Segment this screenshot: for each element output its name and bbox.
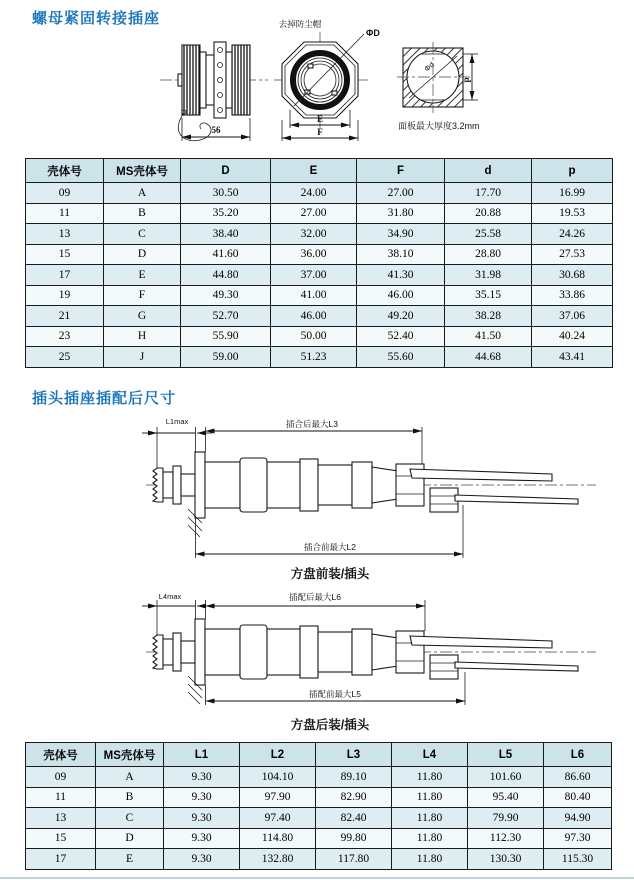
table-row: [26, 326, 613, 347]
table-cell: 95.40: [468, 787, 544, 808]
table-row: [26, 849, 612, 870]
table-row: [26, 787, 612, 808]
table-cell: 11.80: [392, 849, 468, 870]
table-cell: 36.00: [271, 244, 357, 265]
table-cell: 97.40: [240, 808, 316, 829]
column-header: p: [532, 159, 613, 183]
table-cell: 11: [26, 203, 104, 224]
table-cell: B: [96, 787, 164, 808]
table-cell: 21: [26, 306, 104, 327]
table-row: [26, 767, 612, 788]
table-cell: 15: [26, 828, 96, 849]
table-cell: 15: [26, 244, 104, 265]
table-cell: 25: [26, 347, 104, 368]
table-cell: 38.40: [181, 224, 271, 245]
phi-d-upper-label: ΦD: [366, 28, 380, 38]
column-header: MS壳体号: [96, 743, 164, 767]
table-cell: 19.53: [532, 203, 613, 224]
column-header: L4: [392, 743, 468, 767]
table-cell: F: [104, 285, 181, 306]
table-cell: 132.80: [240, 849, 316, 870]
panel-thickness-note: 面板最大厚度3.2mm: [398, 121, 480, 131]
table-cell: 51.23: [271, 347, 357, 368]
dim-label-l1max: L1max: [165, 417, 189, 426]
dim-label-l2: 插合前最大L2: [304, 542, 356, 552]
table-cell: J: [104, 347, 181, 368]
table-cell: 34.90: [357, 224, 445, 245]
table-cell: 41.60: [181, 244, 271, 265]
table-cell: G: [104, 306, 181, 327]
table-cell: 79.90: [468, 808, 544, 829]
table-cell: 44.68: [445, 347, 532, 368]
table-cell: 32.00: [271, 224, 357, 245]
section2-title: 插头插座插配后尺寸: [32, 390, 177, 407]
table-cell: 114.80: [240, 828, 316, 849]
table-cell: 37.06: [532, 306, 613, 327]
dim-label-l3: 插合后最大L3: [286, 419, 338, 429]
table-cell: 130.30: [468, 849, 544, 870]
table-cell: 41.50: [445, 326, 532, 347]
dim-label-l4max: L4max: [158, 592, 182, 601]
column-header: F: [357, 159, 445, 183]
table-cell: 27.00: [357, 183, 445, 204]
column-header: L1: [164, 743, 240, 767]
table-row: [26, 306, 613, 327]
table-cell: 09: [26, 767, 96, 788]
table-cell: 49.30: [181, 285, 271, 306]
table-cell: 55.90: [181, 326, 271, 347]
table-cell: A: [104, 183, 181, 204]
table-cell: 52.40: [357, 326, 445, 347]
shell-dimensions-table: [25, 158, 613, 368]
table-cell: 24.00: [271, 183, 357, 204]
table-cell: A: [96, 767, 164, 788]
column-header: 壳体号: [26, 159, 104, 183]
table-row: [26, 808, 612, 829]
dust-cap-note: 去掉防尘帽: [278, 19, 322, 29]
column-header: D: [181, 159, 271, 183]
table-cell: 31.80: [357, 203, 445, 224]
table-cell: 52.70: [181, 306, 271, 327]
table-cell: 89.10: [316, 767, 392, 788]
table-cell: 11.80: [392, 787, 468, 808]
table-cell: 9.30: [164, 849, 240, 870]
table-cell: 11.80: [392, 808, 468, 829]
table-row: [26, 265, 613, 286]
table-row: [26, 203, 613, 224]
table-cell: 23: [26, 326, 104, 347]
table-cell: 17: [26, 265, 104, 286]
socket-views-figure: [0, 4, 634, 156]
table-cell: 35.15: [445, 285, 532, 306]
dim-label-f: F: [317, 127, 323, 137]
column-header: MS壳体号: [104, 159, 181, 183]
table-row: [26, 224, 613, 245]
table-cell: 16.99: [532, 183, 613, 204]
table-cell: D: [96, 828, 164, 849]
table-cell: 9.30: [164, 767, 240, 788]
table-row: [26, 244, 613, 265]
dim-label-p: p: [461, 77, 471, 83]
front-view-drawing: [274, 19, 380, 141]
dim-label-l5: 插配前最大L5: [309, 689, 361, 699]
table-cell: 99.80: [316, 828, 392, 849]
mated-rear-mount-drawing: [0, 586, 634, 736]
table-cell: C: [96, 808, 164, 829]
table-header-row: [26, 159, 613, 183]
table-cell: 13: [26, 808, 96, 829]
table-cell: D: [104, 244, 181, 265]
table-cell: 82.40: [316, 808, 392, 829]
table-header-row: [26, 743, 612, 767]
table-cell: 112.30: [468, 828, 544, 849]
table-cell: 28.80: [445, 244, 532, 265]
table-cell: 50.00: [271, 326, 357, 347]
table-cell: 38.28: [445, 306, 532, 327]
column-header: L5: [468, 743, 544, 767]
column-header: L3: [316, 743, 392, 767]
table-cell: 9.30: [164, 828, 240, 849]
table-cell: 24.26: [532, 224, 613, 245]
table-cell: 55.60: [357, 347, 445, 368]
table-cell: 43.41: [532, 347, 613, 368]
panel-cutout-drawing: [397, 42, 480, 131]
table-cell: 30.68: [532, 265, 613, 286]
table-cell: 41.30: [357, 265, 445, 286]
table-cell: 31.98: [445, 265, 532, 286]
table-cell: 86.60: [544, 767, 612, 788]
table-cell: 11: [26, 787, 96, 808]
table-cell: 9.30: [164, 808, 240, 829]
table-cell: 9.30: [164, 787, 240, 808]
page-bottom-edge: [0, 877, 634, 879]
mated-front-mount-drawing: [0, 415, 634, 587]
table-cell: 25.58: [445, 224, 532, 245]
table-cell: B: [104, 203, 181, 224]
table-cell: E: [96, 849, 164, 870]
table-cell: E: [104, 265, 181, 286]
table-row: [26, 828, 612, 849]
column-header: E: [271, 159, 357, 183]
table-cell: 11.80: [392, 767, 468, 788]
table-cell: 46.00: [357, 285, 445, 306]
table-cell: 49.20: [357, 306, 445, 327]
column-header: L2: [240, 743, 316, 767]
table-cell: 30.50: [181, 183, 271, 204]
table-row: [26, 183, 613, 204]
table-cell: 97.90: [240, 787, 316, 808]
dim-label-l6: 插配后最大L6: [289, 592, 341, 602]
column-header: d: [445, 159, 532, 183]
side-view-drawing: [160, 42, 268, 141]
table-cell: 17.70: [445, 183, 532, 204]
table-cell: 27.00: [271, 203, 357, 224]
mated-lengths-table: [25, 742, 612, 870]
table-cell: 101.60: [468, 767, 544, 788]
table-cell: 11.80: [392, 828, 468, 849]
table-row: [26, 285, 613, 306]
table-cell: 97.30: [544, 828, 612, 849]
column-header: L6: [544, 743, 612, 767]
rear-mount-caption: 方盘后装/插头: [290, 718, 370, 732]
table-cell: 13: [26, 224, 104, 245]
table-cell: 41.00: [271, 285, 357, 306]
table-cell: 20.88: [445, 203, 532, 224]
dim-label-e: E: [316, 114, 324, 124]
table-cell: 115.30: [544, 849, 612, 870]
table-cell: 44.80: [181, 265, 271, 286]
table-cell: C: [104, 224, 181, 245]
table-cell: 09: [26, 183, 104, 204]
section1-title: 螺母紧固转接插座: [32, 10, 161, 27]
table-cell: 104.10: [240, 767, 316, 788]
table-cell: 94.90: [544, 808, 612, 829]
dim-label-56: 56: [211, 125, 221, 135]
table-cell: 37.00: [271, 265, 357, 286]
table-cell: H: [104, 326, 181, 347]
table-cell: 40.24: [532, 326, 613, 347]
table-cell: 19: [26, 285, 104, 306]
table-cell: 117.80: [316, 849, 392, 870]
table-cell: 80.40: [544, 787, 612, 808]
table-cell: 33.86: [532, 285, 613, 306]
table-cell: 17: [26, 849, 96, 870]
table-cell: 27.53: [532, 244, 613, 265]
table-cell: 82.90: [316, 787, 392, 808]
column-header: 壳体号: [26, 743, 96, 767]
table-cell: 59.00: [181, 347, 271, 368]
table-cell: 38.10: [357, 244, 445, 265]
phi-d-lower-label: Φd: [422, 60, 436, 74]
table-cell: 35.20: [181, 203, 271, 224]
table-row: [26, 347, 613, 368]
front-mount-caption: 方盘前装/插头: [290, 567, 370, 581]
table-cell: 46.00: [271, 306, 357, 327]
